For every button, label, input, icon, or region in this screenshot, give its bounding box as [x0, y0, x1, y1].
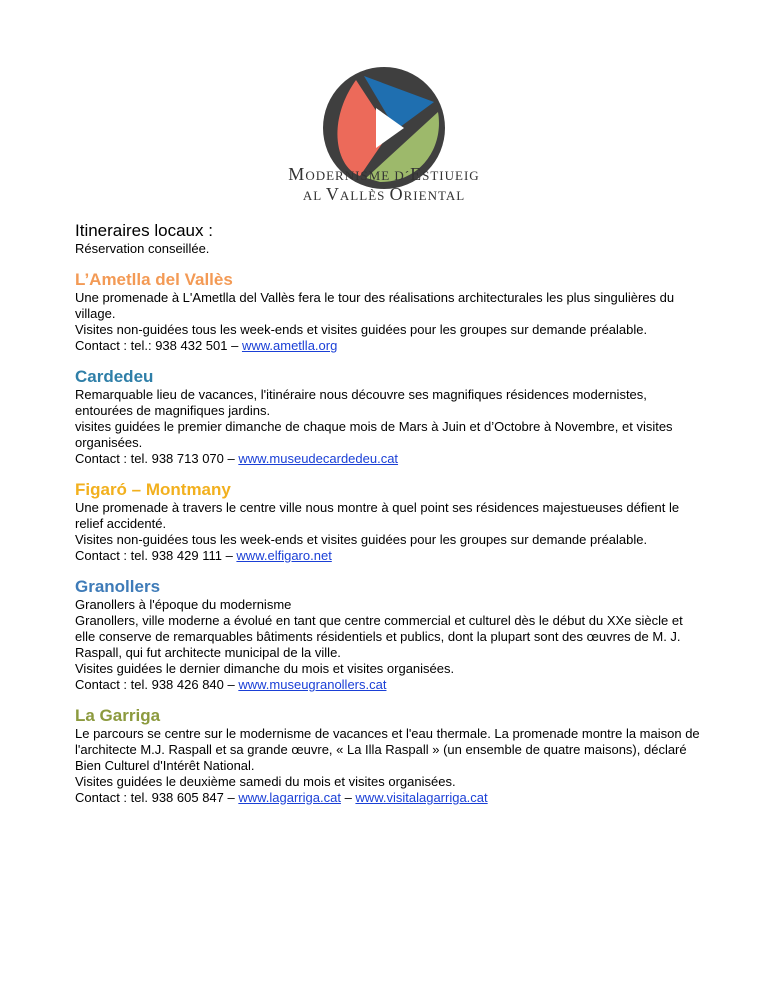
section-text: visites guidées le premier dimanche de chaque mois de Mars à Juin et d’Octobre à Novembre, et visites organisées. — [75, 419, 673, 450]
website-link[interactable]: www.elfigaro.net — [236, 548, 332, 563]
section-contact: Contact : tel.: 938 432 501 – www.ametlla.org — [75, 338, 338, 353]
website-link[interactable]: www.museugranollers.cat — [238, 677, 387, 692]
website-link[interactable]: www.visitalagarriga.cat — [355, 790, 488, 805]
section-text: Visites guidées le dernier dimanche du mois et visites organisées. — [75, 661, 455, 676]
section-title: L’Ametlla del Vallès — [75, 270, 233, 289]
section-contact: Contact : tel. 938 713 070 – www.museudecardedeu.cat — [75, 451, 399, 466]
section-contact: Contact : tel. 938 426 840 – www.museugranollers.cat — [75, 677, 387, 692]
section-title: Granollers — [75, 577, 161, 596]
section-contact: Contact : tel. 938 429 111 – www.elfigaro.net — [75, 548, 332, 563]
section-text: Visites non-guidées tous les week-ends et visites guidées pour les groupes sur demande préalable. — [75, 322, 648, 337]
section-ametlla — [75, 269, 705, 354]
section-text: Le parcours se centre sur le modernisme de vacances et l'eau thermale. La promenade montre la maison de l'architecte M.J. Raspall et sa grande œuvre, « La Illa Raspall » (un ensemble de quatre maisons), déclaré Bien Culturel d'Intérêt National. — [75, 726, 700, 773]
section-title: Cardedeu — [75, 367, 154, 386]
website-link[interactable]: www.ametlla.org — [241, 338, 338, 353]
section-text: Une promenade à L'Ametlla del Vallès fera le tour des réalisations architecturales les plus singulières du village. — [75, 290, 675, 321]
intro-title: Itineraires locaux : — [75, 221, 213, 240]
section-cardedeu — [75, 366, 705, 467]
section-text: Remarquable lieu de vacances, l'itinéraire nous découvre ses magnifiques résidences modernistes, entourées de magnifiques jardins. — [75, 387, 647, 418]
website-link[interactable]: www.lagarriga.cat — [238, 790, 341, 805]
website-link[interactable]: www.museudecardedeu.cat — [238, 451, 399, 466]
section-figaro — [75, 479, 705, 564]
section-title: La Garriga — [75, 706, 161, 725]
document-body — [75, 221, 705, 818]
section-la-garriga — [75, 705, 705, 806]
brand-line-1: MODERNISME D´ESTIUEIG — [288, 164, 480, 184]
section-contact: Contact : tel. 938 605 847 – www.lagarriga.cat – www.visitalagarriga.cat — [75, 790, 488, 805]
section-text: Visites non-guidées tous les week-ends et visites guidées pour les groupes sur demande préalable. — [75, 532, 648, 547]
section-text: Granollers à l'époque du modernisme — [75, 597, 292, 612]
intro-note: Réservation conseillée. — [75, 241, 210, 256]
section-title: Figaró – Montmany — [75, 480, 231, 499]
brand-line-2: AL VALLÈS ORIENTAL — [302, 184, 466, 204]
section-text: Visites guidées le deuxième samedi du mois et visites organisées. — [75, 774, 456, 789]
section-text: Une promenade à travers le centre ville nous montre à quel point ses résidences majestueuses défient le relief accidenté. — [75, 500, 680, 531]
link-separator: – — [340, 790, 356, 805]
section-text: Granollers, ville moderne a évolué en tant que centre commercial et culturel dès le début du XXe siècle et elle conserve de remarquables bâtiments résidentiels et publics, dont la plupart sont des œuvres de M. J. Raspall, qui fut architecte municipal de la ville. — [75, 613, 683, 660]
section-granollers — [75, 576, 705, 693]
